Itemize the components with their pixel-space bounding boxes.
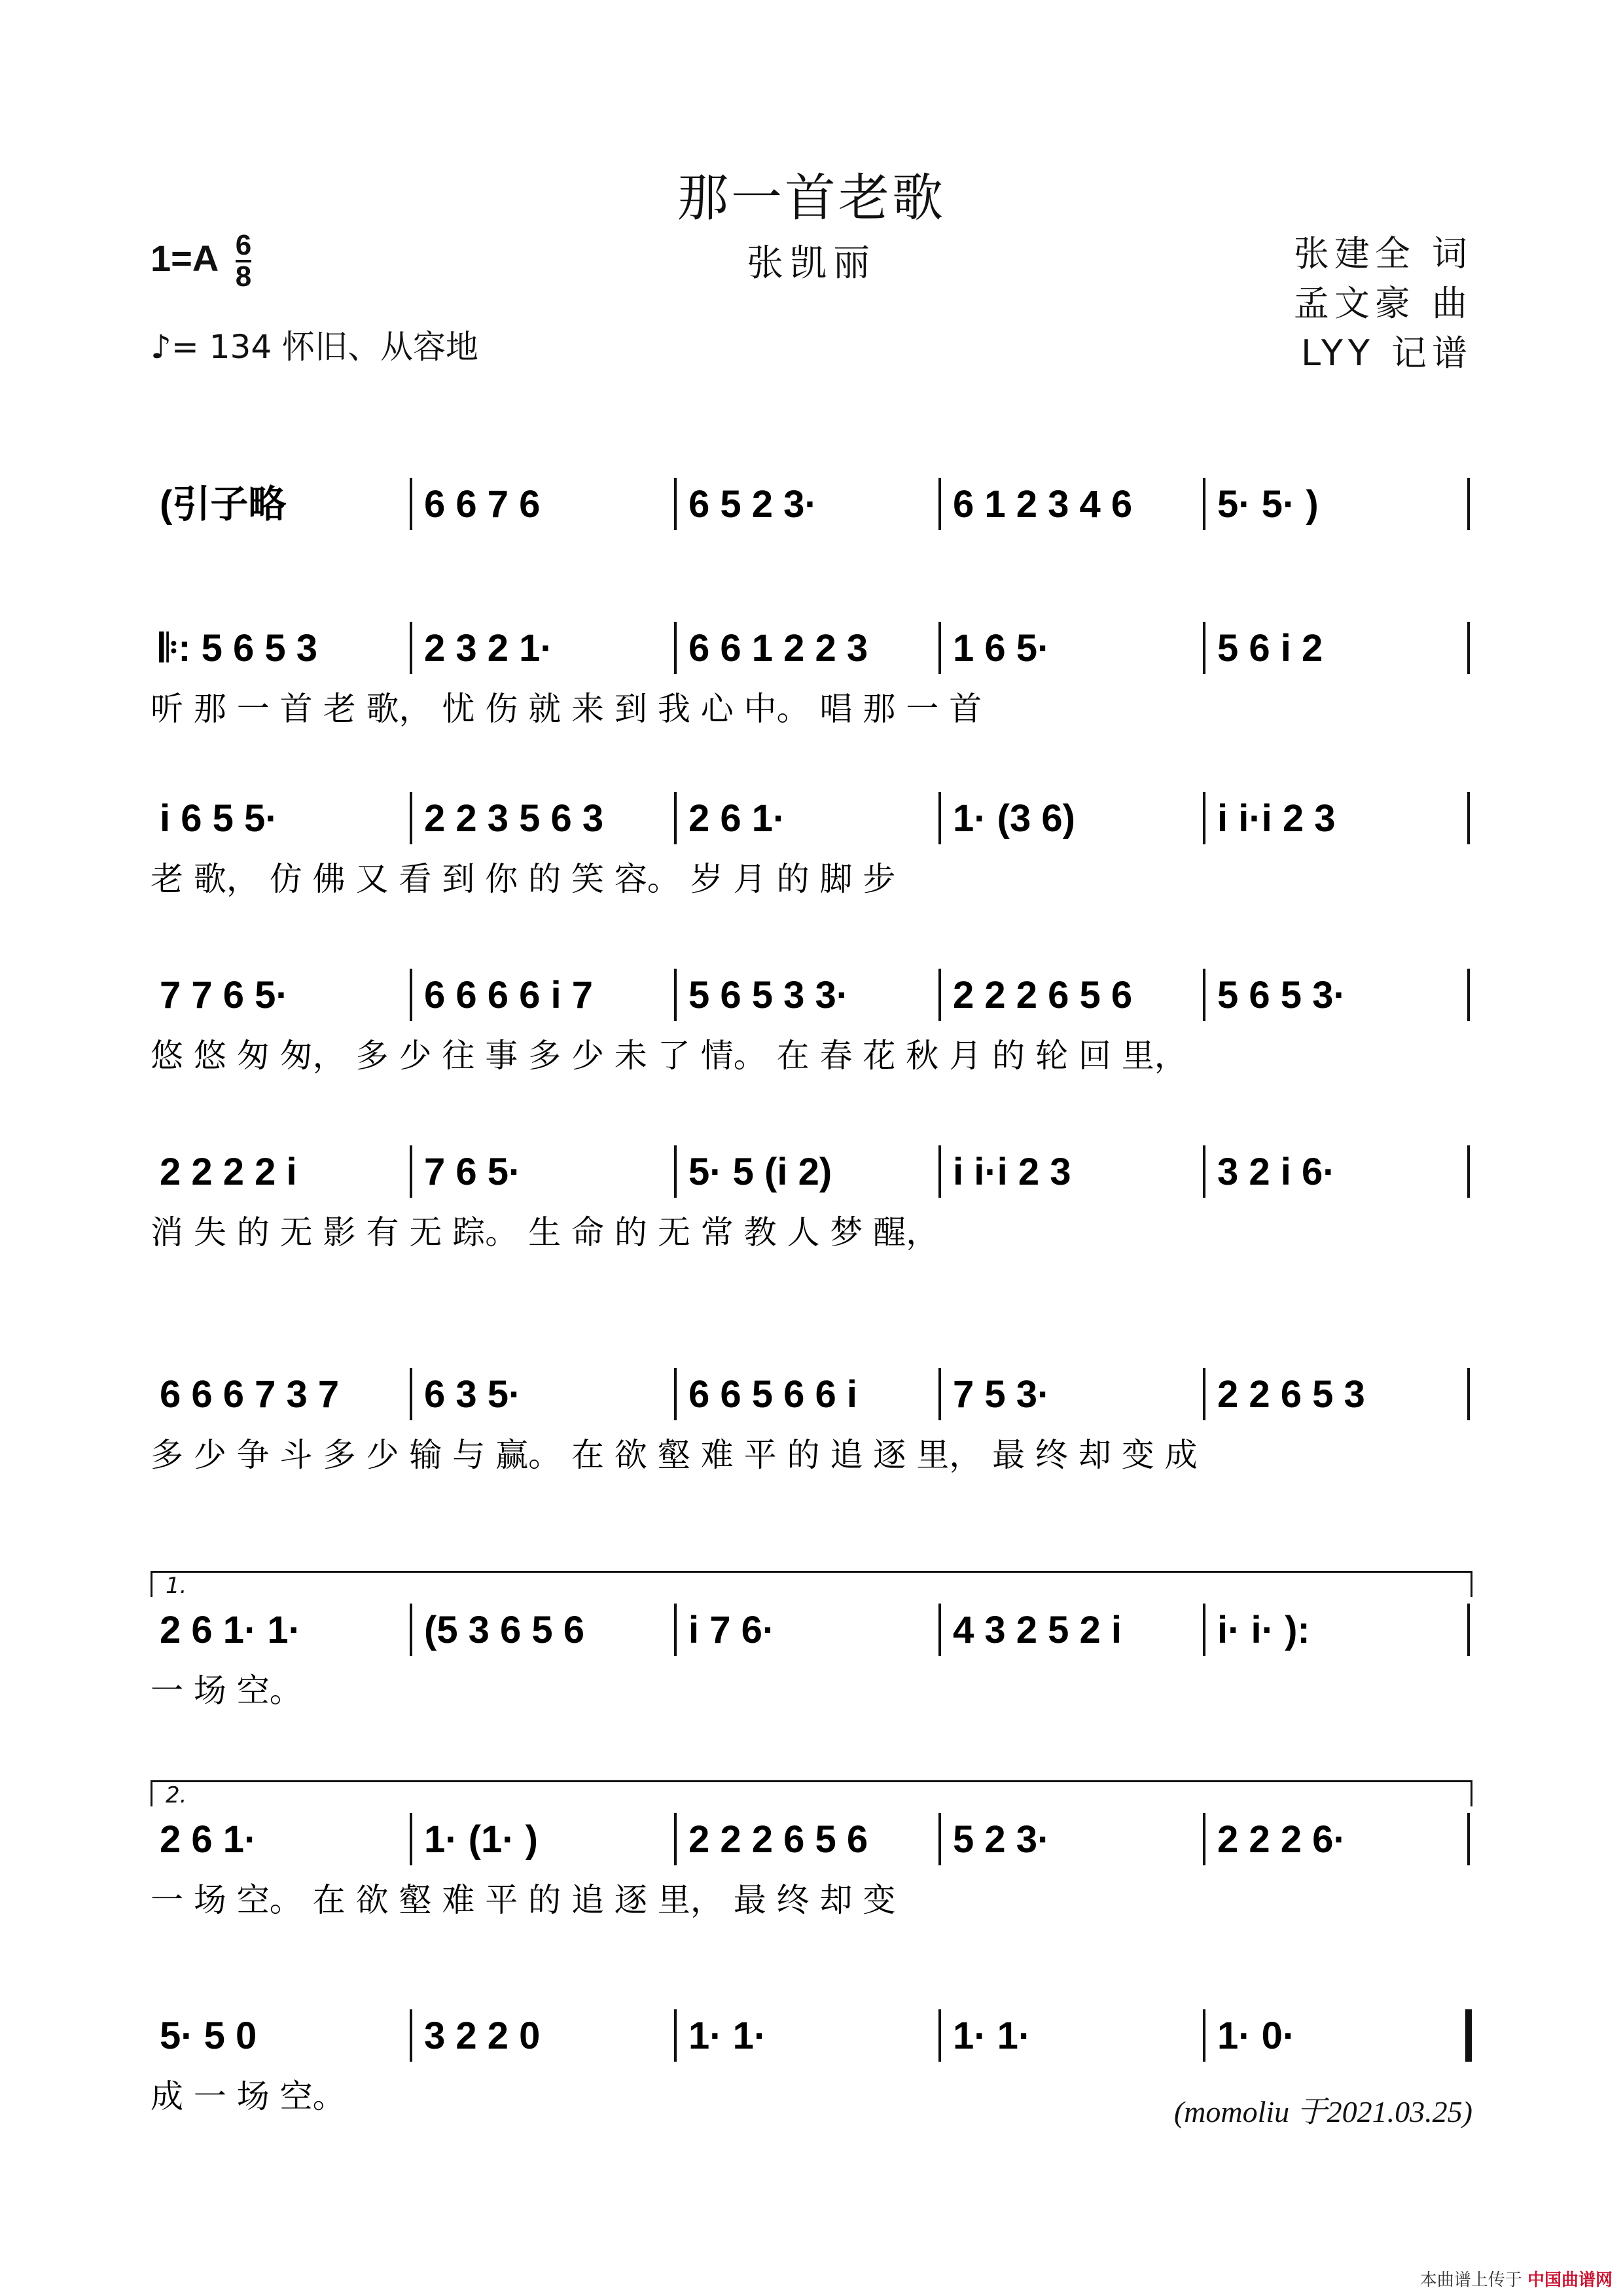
measure-notes: 6 5 2 3· (688, 483, 817, 526)
measure-notes: 5· 5 (i 2) (688, 1151, 832, 1193)
measure-notes: (5 3 6 5 6 (424, 1609, 585, 1651)
lyrics-line: 一 场 空。 (151, 1672, 302, 1710)
singer: 张凯丽 (747, 242, 876, 285)
measure-notes: i 7 6· (688, 1609, 776, 1651)
score-system (151, 772, 1472, 916)
footer-text: 本曲谱上传于 (1419, 2270, 1522, 2290)
score-row (151, 1348, 1472, 1492)
score-row (151, 1584, 1472, 1728)
measure-notes: 1· 0· (1217, 2015, 1296, 2057)
measure-notes: 5 2 3· (953, 1818, 1050, 1861)
lyrics-line: 老 歌， 仿 佛 又 看 到 你 的 笑 容。 岁 月 的 脚 步 (151, 860, 896, 898)
tempo-marking: ♪= 134 怀旧、从容地 (151, 328, 479, 366)
measure-notes: 2 2 2 6 5 6 (953, 974, 1133, 1016)
measure-notes: 6 3 5· (424, 1373, 522, 1416)
score-system (151, 1126, 1472, 1270)
footer (1420, 2267, 1613, 2291)
measure-notes: 5 6 5 3 3· (688, 974, 849, 1016)
volta-bracket-1: 1. (151, 1571, 1472, 1597)
measure-notes: 6 6 5 6 6 i (688, 1373, 857, 1416)
measure-notes: 2 2 2 2 i (160, 1151, 297, 1193)
measure-notes: 1· (3 6) (953, 797, 1075, 840)
measure-notes: 2 6 1· (688, 797, 786, 840)
lyrics-line: 消 失 的 无 影 有 无 踪。 生 命 的 无 常 教 人 梦 醒， (151, 1213, 939, 1251)
measure-notes: 2 2 2 6 5 6 (688, 1818, 868, 1861)
lyrics-line: 成 一 场 空。 (151, 2077, 346, 2115)
score-system (151, 1793, 1472, 1937)
measure-notes: 2 6 1· 1· (160, 1609, 301, 1651)
measure-notes: 1· 1· (688, 2015, 767, 2057)
measure-notes: 1 6 5· (953, 627, 1050, 670)
score-row (151, 1126, 1472, 1270)
measure-notes: 4 3 2 5 2 i (953, 1609, 1122, 1651)
measure-notes: i i·i 2 3 (1217, 797, 1336, 840)
score-system (151, 458, 1472, 602)
measure-notes: 2 6 1· (160, 1818, 257, 1861)
measure-notes: 𝄆: 5 6 5 3 (160, 627, 317, 670)
credits (1294, 229, 1472, 378)
measure-notes: 6 6 6 7 3 7 (160, 1373, 340, 1416)
measure-notes: 2 3 2 1· (424, 627, 553, 670)
time-sig-num: 6 (235, 229, 252, 261)
key-label: 1=A (151, 237, 218, 279)
measure-notes: 6 6 1 2 2 3 (688, 627, 868, 670)
measure-notes: 6 6 6 6 i 7 (424, 974, 593, 1016)
score-row (151, 949, 1472, 1093)
measure-notes: 5 6 i 2 (1217, 627, 1323, 670)
measure-notes: i· i· ): (1217, 1609, 1310, 1651)
measure-notes: (引子略 (160, 483, 287, 526)
measure-notes: 3 2 i 6· (1217, 1151, 1336, 1193)
measure-notes: 7 7 6 5· (160, 974, 289, 1016)
measure-notes: 5· 5· ) (1217, 483, 1319, 526)
measure-notes: 6 1 2 3 4 6 (953, 483, 1133, 526)
measure-notes: i i·i 2 3 (953, 1151, 1071, 1193)
score-system (151, 1584, 1472, 1728)
measure-notes: 3 2 2 0 (424, 2015, 541, 2057)
measure-notes: 5 6 5 3· (1217, 974, 1346, 1016)
measure-notes: 1· 1· (953, 2015, 1031, 2057)
signature: (momoliu 于2021.03.25) (1173, 2095, 1472, 2128)
volta-bracket-2: 2. (151, 1780, 1472, 1806)
song-title: 那一首老歌 (677, 169, 946, 228)
measure-notes: 7 6 5· (424, 1151, 522, 1193)
score-row (151, 1793, 1472, 1937)
score-system (151, 602, 1472, 746)
footer-site: 中国曲谱网 (1527, 2270, 1613, 2290)
measure-notes: 2 2 3 5 6 3 (424, 797, 604, 840)
measure-notes: 6 6 7 6 (424, 483, 541, 526)
measure-notes: 2 2 2 6· (1217, 1818, 1346, 1861)
measure-notes: 7 5 3· (953, 1373, 1050, 1416)
lyrics-line: 多 少 争 斗 多 少 输 与 赢。 在 欲 壑 难 平 的 追 逐 里， 最 终 却 变 成 (151, 1436, 1198, 1474)
lyrics-line: 一 场 空。 在 欲 壑 难 平 的 追 逐 里， 最 终 却 变 (151, 1881, 896, 1919)
time-sig-den: 8 (235, 260, 252, 293)
measure-notes: i 6 5 5· (160, 797, 278, 840)
measure-notes: 2 2 6 5 3 (1217, 1373, 1365, 1416)
score-row (151, 772, 1472, 916)
lyrics-line: 听 那 一 首 老 歌， 忧 伤 就 来 到 我 心 中。 唱 那 一 首 (151, 690, 982, 728)
measure-notes: 1· (1· ) (424, 1818, 538, 1861)
lyrics-line: 悠 悠 匆 匆， 多 少 往 事 多 少 未 了 情。 在 春 花 秋 月 的 轮 回 里， (151, 1037, 1187, 1075)
composer: 孟文豪 曲 (1293, 283, 1472, 324)
measure-notes: 5· 5 0 (160, 2015, 257, 2057)
score-system (151, 949, 1472, 1093)
score-row (151, 602, 1472, 746)
lyricist: 张建全 词 (1293, 233, 1472, 274)
score-row (151, 458, 1472, 602)
score-system (151, 1348, 1472, 1492)
transcriber: LYY 记谱 (1300, 332, 1472, 374)
